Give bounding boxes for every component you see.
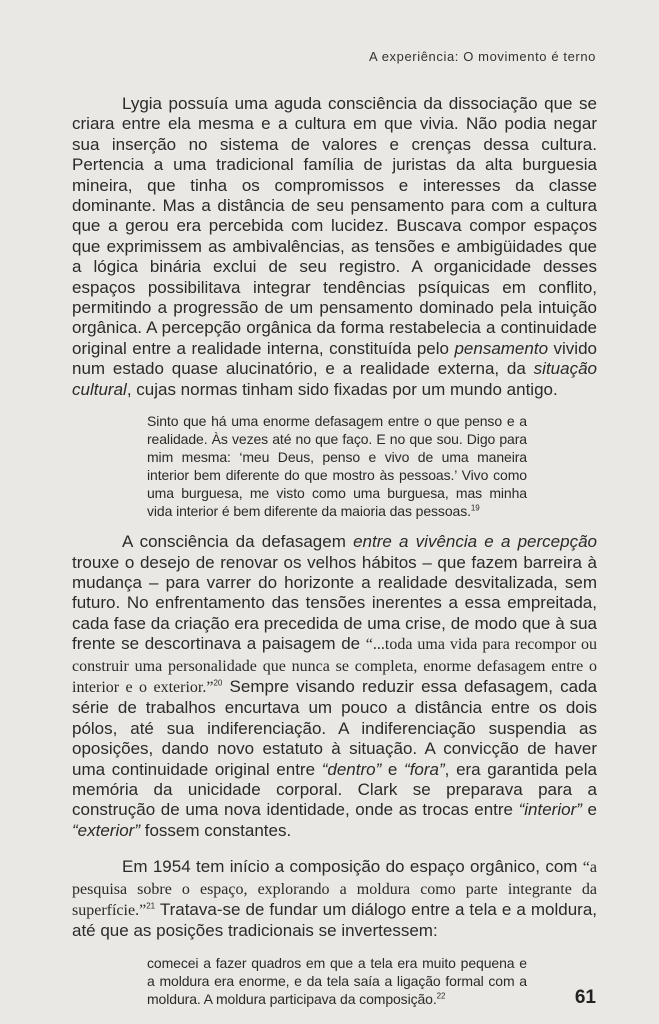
paragraph-1-text: Lygia possuía uma aguda consciência da dissociação que se criara entre ela mesma e a cultura em que vivia. Não podia negar sua inserção no sistema de valores e crenças dessa cultura. Pertencia a uma tradicional família de juristas da alta burguesia mineira, que tinha os compromissos e interesses da classe dominante. Mas a distância de seu pensamento para com a cultura que a gerou era percebida com lucidez. Buscava compor espaços que exprimissem as ambivalências, as tensões e ambigüidades que a lógica binária exclui de seu registro. A organicidade desses espaços possibilitava integrar tendências psíquicas em conflito, permitindo a progressão de um pensamento dominado pela intuição orgânica. A percepção orgânica da forma restabelecia a continuidade original entre a realidade interna, constituída pelo	[72, 94, 597, 358]
paragraph-1	[72, 94, 597, 400]
paragraph-2-text: fossem constantes.	[140, 820, 292, 840]
paragraph-3-text: Tratava-se de fundar um diálogo entre a tela e a moldura, até que as posições tradicionais se invertessem:	[72, 900, 597, 941]
paragraph-2	[72, 532, 597, 841]
paragraph-3-quotation: “a pesquisa sobre o espaço, explorando a moldura como parte integrante da superfície.”	[72, 859, 597, 919]
page-number: 61	[574, 987, 596, 1008]
page-body	[72, 94, 597, 1020]
paragraph-2-text: trouxe o desejo de renovar os velhos hábitos – que fazem barreira à mudança – para varrer do horizonte a realidade desvitalizada, sem futuro. No enfrentamento das tensões inerentes a essa empreitada, cada fase da criação era precedida de uma crise, de modo que à sua frente se descortinava a paisagem de	[72, 552, 597, 654]
footnote-ref-20: 20	[213, 678, 223, 688]
block-quote-1	[147, 412, 527, 520]
paragraph-1-text: , cujas normas tinham sido fixadas por um mundo antigo.	[126, 379, 558, 399]
paragraph-2-text: A consciência da defasagem	[122, 532, 354, 552]
footnote-ref-22: 22	[436, 991, 446, 1001]
paragraph-1-text: vivido num estado quase alucinatório, e a realidade externa, da	[72, 338, 597, 379]
paragraph-1-emphasis-situacao: situação cultural	[72, 359, 597, 399]
paragraph-2-text: e	[381, 759, 405, 779]
block-quote-2-text: comecei a fazer quadros em que a tela era muito pequena e a moldura era enorme, e da tela saía a ligação formal com a moldura. A moldura participava da composição.	[147, 954, 527, 1007]
paragraph-2-emphasis-exterior: “exterior”	[72, 820, 141, 840]
paragraph-2-emphasis: entre a vivência e a percepção	[353, 532, 597, 552]
paragraph-2-emphasis-interior: “interior”	[518, 800, 582, 820]
paragraph-2-emphasis-fora: “fora”	[404, 759, 445, 779]
paragraph-3-text: Em 1954 tem início a composição do espaço orgânico, com	[122, 857, 583, 877]
block-quote-2	[147, 954, 527, 1008]
footnote-ref-21: 21	[146, 901, 156, 911]
block-quote-1-text: Sinto que há uma enorme defasagem entre o que penso e a realidade. Às vezes até no que faço. E no que sou. Digo para mim mesma: ‘meu Deus, penso e vivo de uma maneira interior bem diferente do que mostro às pessoas.’ Vivo como uma burguesa, me visto como uma burguesa, mas minha vida interior é bem diferente da maioria das pessoas.	[147, 413, 527, 520]
paragraph-2-emphasis-dentro: “dentro”	[321, 759, 382, 779]
paragraph-1-emphasis-pensamento: pensamento	[454, 338, 549, 358]
paragraph-2-quotation: “...toda uma vida para recompor ou construir uma personalidade que nunca se completa, enorme defasagem entre o interior e o exterior.”	[72, 636, 598, 696]
running-header: A experiência: O movimento é terno	[368, 49, 596, 64]
footnote-ref-19: 19	[470, 503, 480, 513]
paragraph-3	[72, 857, 597, 942]
paragraph-2-text: Sempre visando reduzir essa defasagem, cada série de trabalhos encurtava um pouco a distância entre os dois pólos, até sua indiferenciação. A indiferenciação suspendia as oposições, dando novo estatuto à situação. A convicção de haver uma continuidade original entre	[72, 676, 597, 779]
paragraph-2-text: , era garantida pela memória da unicidade corporal. Clark se preparava para a construção de uma nova identidade, onde as trocas entre	[72, 759, 597, 820]
paragraph-2-text: e	[581, 800, 597, 820]
